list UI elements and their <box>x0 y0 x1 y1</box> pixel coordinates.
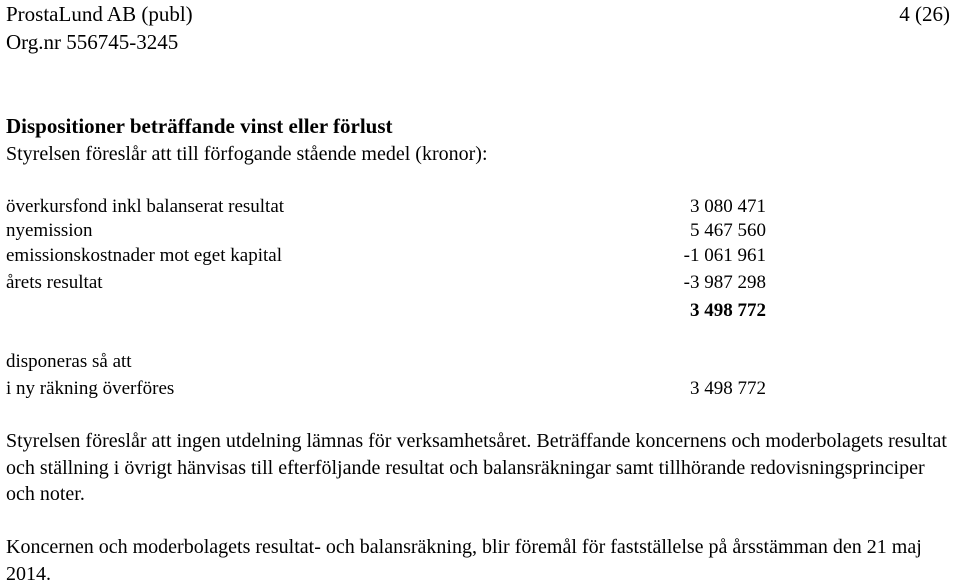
disposition-row-label: i ny räkning överföres <box>6 378 175 399</box>
disposition-heading-row <box>6 350 766 374</box>
adoption-paragraph: Koncernen och moderbolagets resultat- och balansräkning, blir föremål för fastställelse på årsstämman den 21 maj 2014. <box>6 536 922 585</box>
funds-total-row <box>6 299 766 323</box>
funds-total-value: 3 498 772 <box>690 300 766 321</box>
section-title: Dispositioner beträffande vinst eller förlust <box>6 114 393 138</box>
page-number: 4 (26) <box>899 2 950 26</box>
funds-row-label: emissionskostnader mot eget kapital <box>6 245 282 266</box>
funds-row <box>6 244 766 268</box>
funds-row-label: nyemission <box>6 220 93 241</box>
funds-row-label: årets resultat <box>6 272 103 293</box>
disposition-row-value: 3 498 772 <box>690 378 766 399</box>
section-subtitle: Styrelsen föreslår att till förfogande stående medel (kronor): <box>6 143 488 165</box>
funds-row-value: 5 467 560 <box>690 220 766 241</box>
funds-row-value: 3 080 471 <box>690 196 766 217</box>
funds-row <box>6 271 766 295</box>
company-name: ProstaLund AB (publ) <box>6 2 193 26</box>
funds-row-value: -1 061 961 <box>683 245 766 266</box>
funds-row <box>6 195 766 219</box>
disposition-row <box>6 377 766 401</box>
disposition-heading: disponeras så att <box>6 351 132 372</box>
funds-row-label: överkursfond inkl balanserat resultat <box>6 196 285 217</box>
dividend-proposal-paragraph: Styrelsen föreslår att ingen utdelning lämnas för verksamhetsåret. Beträffande koncernens och moderbolagets resultat och ställning i övrigt hänvisas till efterföljande resultat och balansräkningar samt tillhörande redovisningsprinciper och noter. <box>6 430 947 505</box>
org-number: Org.nr 556745-3245 <box>6 30 179 54</box>
funds-row-value: -3 987 298 <box>683 272 766 293</box>
funds-row <box>6 219 766 243</box>
